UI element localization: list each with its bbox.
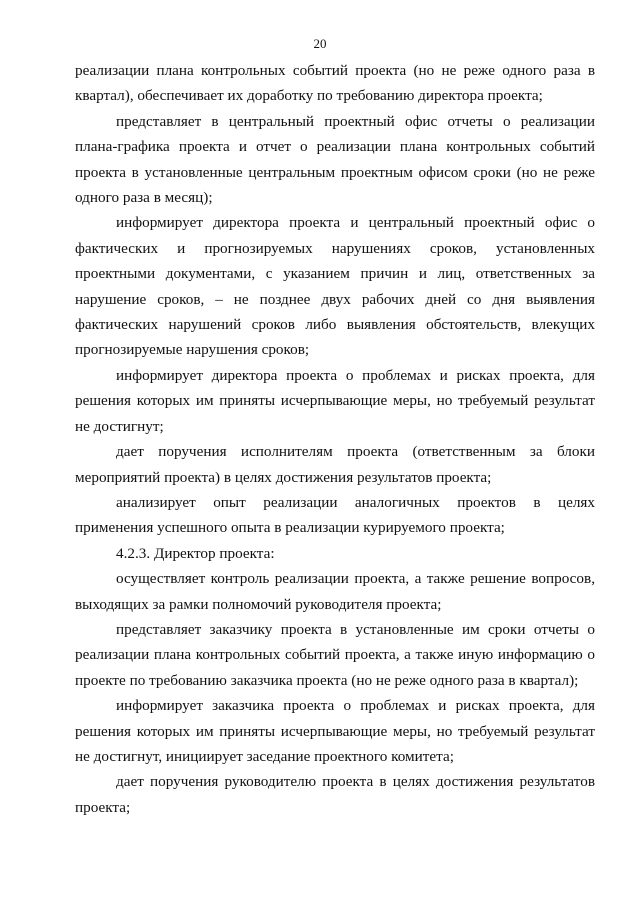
paragraph: анализирует опыт реализации аналогичных проектов в целях применения успешного опыта в реализации курируемого проекта; xyxy=(75,493,595,537)
paragraph: дает поручения исполнителям проекта (ответственным за блоки мероприятий проекта) в целях достижения результатов проекта; xyxy=(75,443,595,486)
paragraph: информирует директора проекта о проблемах и рисках проекта, для решения которых им приняты исчерпывающие меры, но требуемый результат не достигнут; xyxy=(75,366,595,435)
section-heading: 4.2.3. Директор проекта: xyxy=(116,544,275,562)
paragraph: представляет в центральный проектный офис отчеты о реализации плана-графика проекта и отчет о реализации плана контрольных событий проекта в установленные центральным проектным офисом сроки (но не реже одного раза в месяц); xyxy=(75,112,595,207)
paragraph: информирует директора проекта и центральный проектный офис о фактических и прогнозируемых нарушениях сроков, установленных проектными документами, с указанием причин и лиц, ответственных за нарушение сроков, – не позднее двух рабочих дней со дня выявления фактических нарушений сроков либо выявления обстоятельств, влекущих прогнозируемые нарушения сроков; xyxy=(75,214,595,359)
page-number: 20 xyxy=(313,36,327,51)
paragraph: дает поручения руководителю проекта в целях достижения результатов проекта; xyxy=(75,773,595,816)
document-body xyxy=(75,58,595,820)
paragraph: осуществляет контроль реализации проекта, а также решение вопросов, выходящих за рамки полномочий руководителя проекта; xyxy=(75,570,595,613)
paragraph: информирует заказчика проекта о проблемах и рисках проекта, для решения которых им приняты исчерпывающие меры, но требуемый результат не достигнут, инициирует заседание проектного комитета; xyxy=(75,697,595,765)
paragraph: реализации плана контрольных событий проекта (но не реже одного раза в квартал), обеспечивает их доработку по требованию директора проекта; xyxy=(75,62,595,105)
paragraph: представляет заказчику проекта в установленные им сроки отчеты о реализации плана контрольных событий проекта, а также иную информацию о проекте по требованию заказчика проекта (но не реже одного раза в квартал); xyxy=(75,620,595,689)
